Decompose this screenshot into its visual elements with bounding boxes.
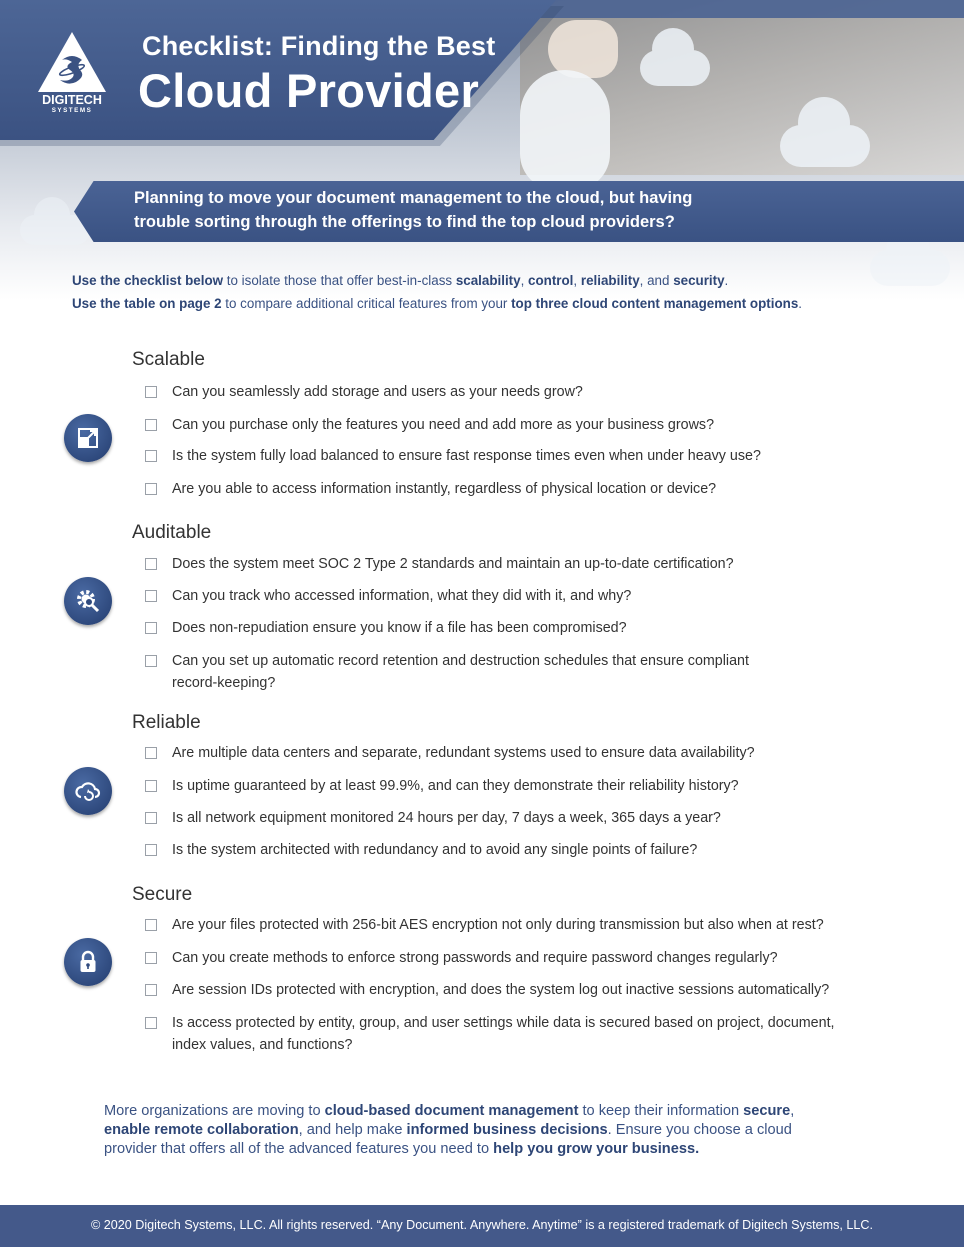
checklist-item[interactable]: Is uptime guaranteed by at least 99.9%, and can they demonstrate their reliability history? xyxy=(145,775,885,797)
checkbox[interactable] xyxy=(145,1017,157,1029)
checkbox[interactable] xyxy=(145,386,157,398)
checkbox[interactable] xyxy=(145,952,157,964)
section-title-secure: Secure xyxy=(132,884,193,905)
checkbox[interactable] xyxy=(145,483,157,495)
checkbox[interactable] xyxy=(145,622,157,634)
checklist-item[interactable]: Can you purchase only the features you need and add more as your business grows? xyxy=(145,414,885,436)
intro-text: Planning to move your document management to the cloud, but having trouble sorting through the offerings to find the top cloud providers? xyxy=(134,189,693,231)
checkbox[interactable] xyxy=(145,450,157,462)
page-title-line1: Checklist: Finding the Best xyxy=(142,31,496,61)
checkbox[interactable] xyxy=(145,780,157,792)
checklist-item[interactable]: Is the system fully load balanced to ensure fast response times even when under heavy use? xyxy=(145,445,885,467)
checklist-item[interactable]: Are you able to access information instantly, regardless of physical location or device? xyxy=(145,478,885,500)
svg-text:DIGITECH: DIGITECH xyxy=(42,93,102,107)
cloud-decoration xyxy=(640,50,710,86)
held-cloud-photo xyxy=(520,70,610,190)
checklist-item[interactable]: Are session IDs protected with encryption, and does the system log out inactive sessions automatically? xyxy=(145,979,885,1001)
checkbox[interactable] xyxy=(145,590,157,602)
section-title-auditable: Auditable xyxy=(132,522,212,543)
expand-icon xyxy=(64,414,112,462)
gear-search-icon xyxy=(64,577,112,625)
digitech-logo xyxy=(36,30,108,114)
checkbox[interactable] xyxy=(145,844,157,856)
section-title-scalable: Scalable xyxy=(132,349,205,370)
hand-photo xyxy=(548,20,618,78)
checklist-item[interactable]: Can you seamlessly add storage and users as your needs grow? xyxy=(145,381,885,403)
checklist-item[interactable]: Is the system architected with redundancy and to avoid any single points of failure? xyxy=(145,839,885,861)
checkbox[interactable] xyxy=(145,747,157,759)
checkbox[interactable] xyxy=(145,655,157,667)
checklist-item[interactable]: Can you create methods to enforce strong passwords and require password changes regularly? xyxy=(145,947,885,969)
closing-paragraph: More organizations are moving to cloud-based document management to keep their information secure, enable remote collaboration, and help make informed business decisions. Ensure you choose a cloud provider that offers all of the advanced features you need to help you grow your business. xyxy=(104,1103,795,1157)
section-title-reliable: Reliable xyxy=(132,712,201,733)
checklist-item[interactable]: Is access protected by entity, group, and user settings while data is secured based on project, document, index values, and functions? xyxy=(145,1012,885,1056)
checkbox[interactable] xyxy=(145,984,157,996)
checklist-item[interactable]: Can you set up automatic record retention and destruction schedules that ensure compliant record-keeping? xyxy=(145,650,885,694)
checklist-item[interactable]: Are multiple data centers and separate, redundant systems used to ensure data availability? xyxy=(145,742,885,764)
checklist-item[interactable]: Is all network equipment monitored 24 hours per day, 7 days a week, 365 days a year? xyxy=(145,807,885,829)
checklist-item[interactable]: Does the system meet SOC 2 Type 2 standards and maintain an up-to-date certification? xyxy=(145,553,885,575)
lock-icon xyxy=(64,938,112,986)
cloud-decoration xyxy=(870,250,950,286)
checkbox[interactable] xyxy=(145,558,157,570)
checkbox[interactable] xyxy=(145,419,157,431)
instruction-line-2: Use the table on page 2 to compare additional critical features from your top three cloud content management options. xyxy=(72,296,802,311)
checklist-item[interactable]: Are your files protected with 256-bit AES encryption not only during transmission but also when at rest? xyxy=(145,914,885,936)
checklist-item[interactable]: Can you track who accessed information, what they did with it, and why? xyxy=(145,585,885,607)
footer-bar xyxy=(0,1205,964,1247)
cloud-refresh-icon xyxy=(64,767,112,815)
cloud-decoration xyxy=(780,125,870,167)
page-title-line2: Cloud Provider xyxy=(138,64,480,117)
copyright-text: © 2020 Digitech Systems, LLC. All rights reserved. “Any Document. Anywhere. Anytime” is a registered trademark of Digitech Systems, LLC. xyxy=(90,1218,874,1232)
checkbox[interactable] xyxy=(145,812,157,824)
instruction-line-1: Use the checklist below to isolate those that offer best-in-class scalability, control, reliability, and security. xyxy=(72,273,729,288)
svg-text:SYSTEMS: SYSTEMS xyxy=(51,107,93,114)
checkbox[interactable] xyxy=(145,919,157,931)
checklist-item[interactable]: Does non-repudiation ensure you know if a file has been compromised? xyxy=(145,617,885,639)
